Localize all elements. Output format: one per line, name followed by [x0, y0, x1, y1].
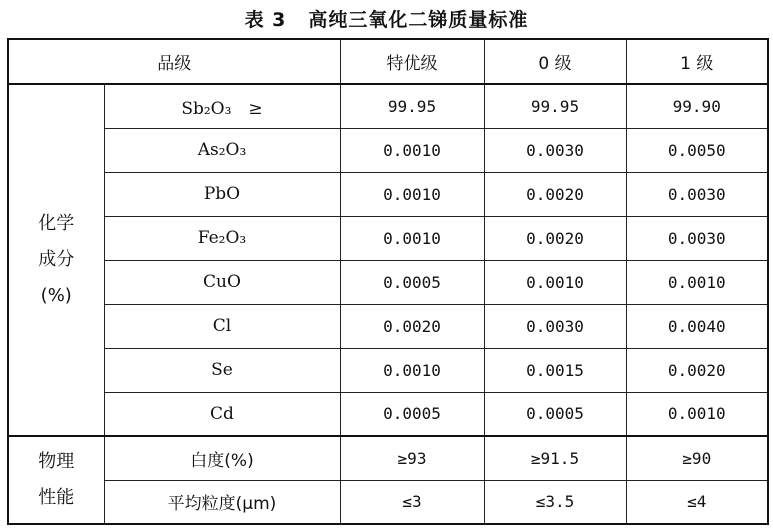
- cell-value: ≥93: [340, 436, 484, 480]
- row-label: Cd: [104, 392, 340, 436]
- cell-value: 0.0005: [340, 260, 484, 304]
- table-title: 高纯三氧化二锑质量标准: [308, 8, 529, 31]
- cell-value: 0.0030: [484, 128, 626, 172]
- cell-value: ≤3.5: [484, 480, 626, 524]
- row-label: Se: [104, 348, 340, 392]
- cell-value: 0.0010: [484, 260, 626, 304]
- table-row: [8, 260, 768, 304]
- cell-value: 0.0040: [626, 304, 768, 348]
- table-row: [8, 480, 768, 524]
- cell-value: 0.0020: [626, 348, 768, 392]
- group-line: 成分: [38, 249, 75, 270]
- cell-value: 0.0015: [484, 348, 626, 392]
- table-row: [8, 436, 768, 480]
- table-row: [8, 348, 768, 392]
- group-line: 性能: [38, 487, 75, 508]
- cell-value: 0.0020: [340, 304, 484, 348]
- cell-value: 0.0005: [484, 392, 626, 436]
- group-line: 化学: [38, 213, 75, 234]
- row-label: CuO: [104, 260, 340, 304]
- cell-value: 0.0050: [626, 128, 768, 172]
- row-label: Fe₂O₃: [104, 216, 340, 260]
- table-row: [8, 216, 768, 260]
- cell-value: 0.0010: [626, 260, 768, 304]
- table-row: [8, 392, 768, 436]
- table-number: 表 3: [244, 8, 287, 31]
- cell-value: 0.0030: [484, 304, 626, 348]
- header-grade: 品级: [8, 39, 340, 84]
- cell-value: 0.0020: [484, 172, 626, 216]
- row-label: Cl: [104, 304, 340, 348]
- table-row: [8, 172, 768, 216]
- group-line: 物理: [38, 451, 75, 472]
- row-label: Sb₂O₃ ≥: [104, 84, 340, 128]
- row-label: 白度(%): [104, 436, 340, 480]
- cell-value: 0.0010: [340, 172, 484, 216]
- cell-value: 99.95: [484, 84, 626, 128]
- row-label: As₂O₃: [104, 128, 340, 172]
- quality-standard-table: [7, 38, 769, 525]
- cell-value: 0.0030: [626, 216, 768, 260]
- chemical-composition-group: [8, 84, 104, 436]
- cell-value: ≥91.5: [484, 436, 626, 480]
- cell-value: 0.0010: [340, 216, 484, 260]
- cell-value: 99.95: [340, 84, 484, 128]
- physical-properties-group: [8, 436, 104, 524]
- cell-value: 0.0030: [626, 172, 768, 216]
- row-label: PbO: [104, 172, 340, 216]
- cell-value: 0.0010: [340, 128, 484, 172]
- header-grade-premium: 特优级: [340, 39, 484, 84]
- cell-value: 0.0020: [484, 216, 626, 260]
- cell-value: ≥90: [626, 436, 768, 480]
- table-row: [8, 84, 768, 128]
- cell-value: ≤4: [626, 480, 768, 524]
- cell-value: 0.0010: [626, 392, 768, 436]
- table-row: [8, 304, 768, 348]
- cell-value: ≤3: [340, 480, 484, 524]
- header-grade-0: 0 级: [484, 39, 626, 84]
- row-label: 平均粒度(μm): [104, 480, 340, 524]
- cell-value: 0.0005: [340, 392, 484, 436]
- cell-value: 0.0010: [340, 348, 484, 392]
- header-grade-1: 1 级: [626, 39, 768, 84]
- table-row: [8, 128, 768, 172]
- header-row: [8, 39, 768, 84]
- table-caption: [0, 0, 773, 36]
- cell-value: 99.90: [626, 84, 768, 128]
- group-line: (%): [40, 285, 72, 306]
